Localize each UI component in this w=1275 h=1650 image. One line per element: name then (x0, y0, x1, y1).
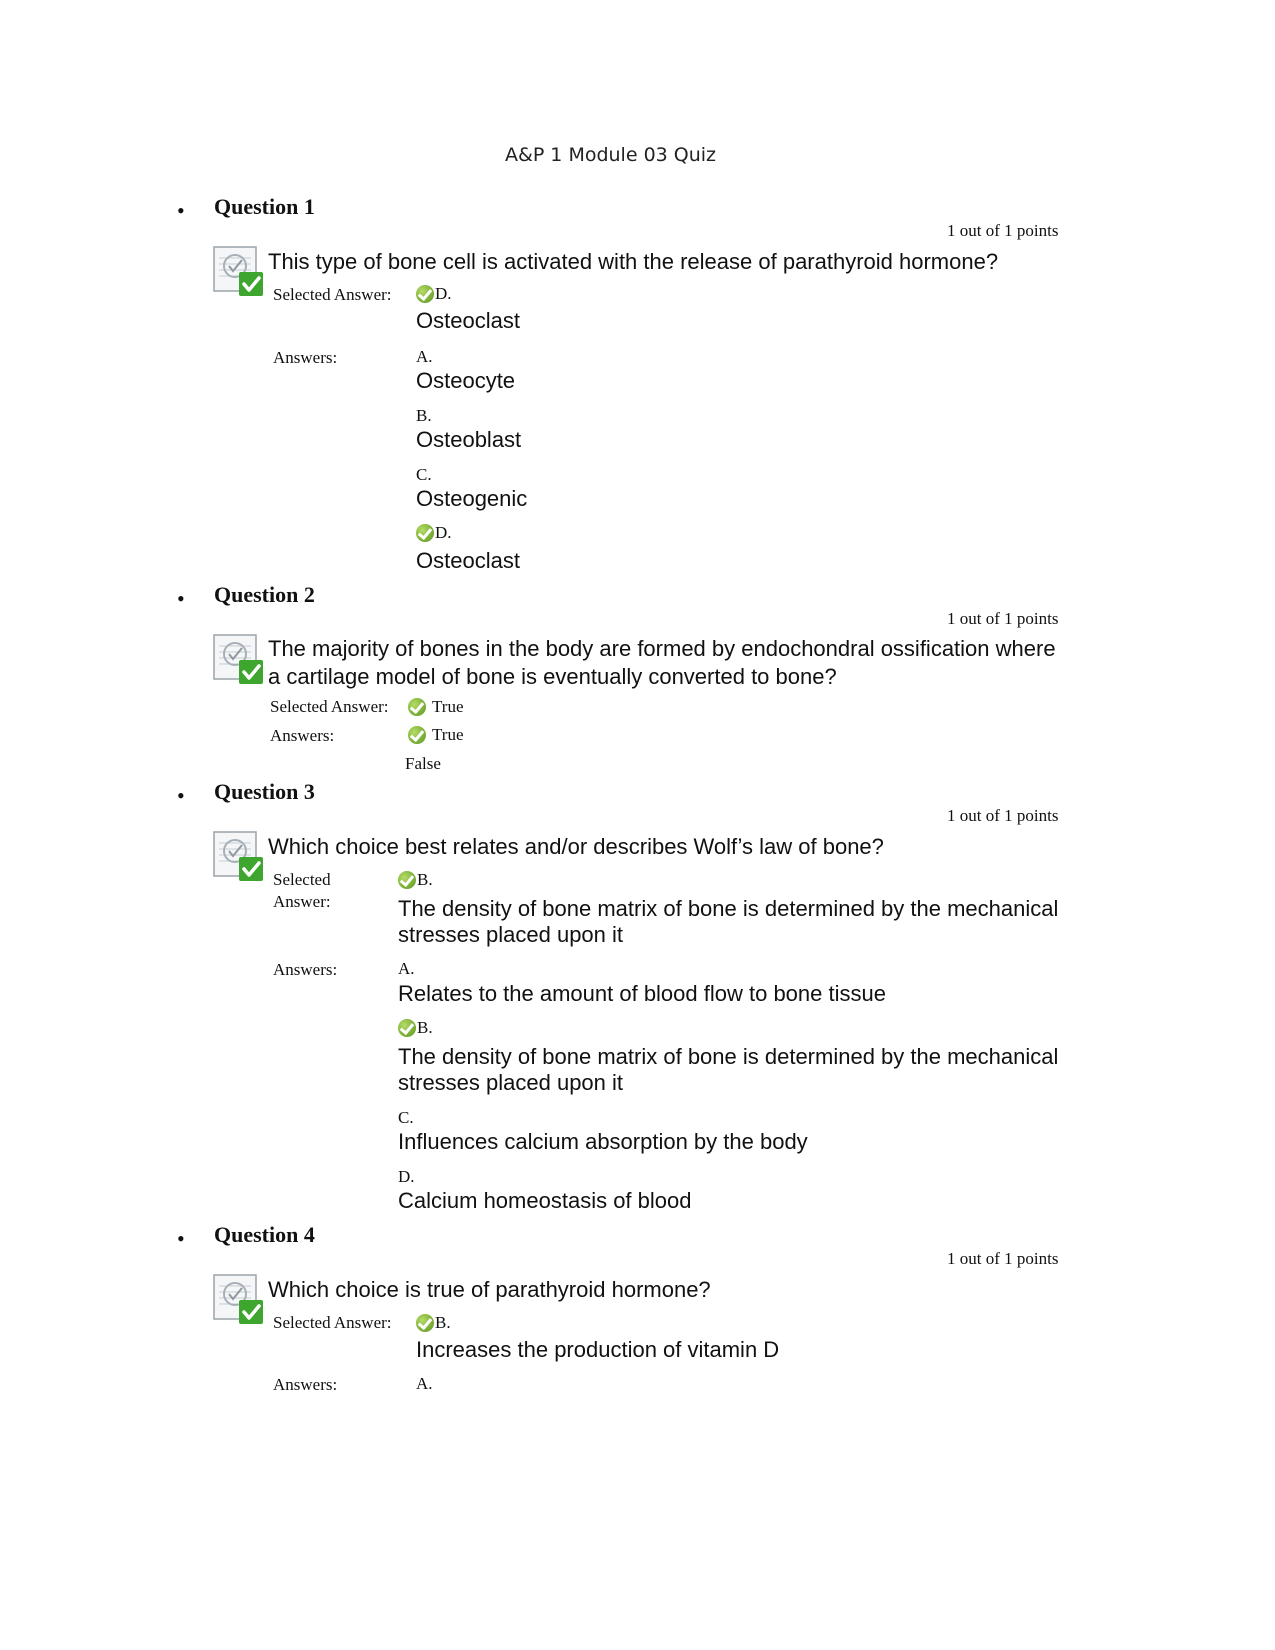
answer-text: Osteogenic (416, 486, 528, 511)
answer-letter: C. (416, 465, 432, 484)
answer-letter: A. (416, 347, 433, 366)
question-heading: Question 4 (214, 1222, 315, 1247)
green-check-icon (416, 524, 434, 542)
answer-text: True (432, 725, 464, 744)
green-check-icon (398, 1019, 416, 1037)
bullet-dot-icon: • (177, 586, 185, 611)
answer-letter: A. (416, 1374, 433, 1393)
question-text-line-1: The majority of bones in the body are formed by endochondral ossification where (268, 636, 1056, 661)
answer-text: Osteoclast (416, 548, 520, 573)
question-points: 1 out of 1 points (947, 806, 1059, 825)
answer-text: Osteoblast (416, 427, 522, 452)
selected-answer-marker (408, 697, 464, 717)
answer-letter: C. (398, 1108, 414, 1127)
selected-answer-text-line-2: stresses placed upon it (398, 922, 624, 947)
correct-answer-marker (398, 1018, 433, 1038)
answers-label: Answers: (273, 1375, 338, 1394)
page-title: A&P 1 Module 03 Quiz (505, 144, 717, 166)
correct-answer-marker (416, 523, 452, 543)
bullet-dot-icon: • (177, 198, 185, 223)
answer-letter: B. (416, 406, 432, 425)
answer-label: Answer: (273, 892, 331, 911)
selected-answer-label: Selected Answer: (270, 697, 389, 716)
selected-answer-letter: B. (435, 1313, 451, 1332)
selected-answer-marker (416, 284, 452, 304)
selected-answer-text: True (432, 697, 464, 716)
question-heading: Question 3 (214, 779, 315, 804)
answer-letter: B. (417, 1018, 433, 1037)
selected-answer-text: Osteoclast (416, 308, 520, 333)
question-heading: Question 1 (214, 194, 315, 219)
question-points: 1 out of 1 points (947, 1249, 1059, 1268)
answer-text: Osteocyte (416, 368, 516, 393)
question-text-line-2: a cartilage model of bone is eventually converted to bone? (268, 664, 837, 689)
green-check-icon (408, 726, 426, 744)
green-check-icon (416, 285, 434, 303)
correct-answer-marker (408, 725, 464, 745)
question-text: Which choice is true of parathyroid hormone? (268, 1277, 711, 1302)
selected-answer-marker (416, 1313, 451, 1333)
answer-text-line-2: stresses placed upon it (398, 1070, 624, 1095)
answer-text: Relates to the amount of blood flow to bone tissue (398, 981, 886, 1006)
selected-label: Selected (273, 870, 331, 889)
bullet-dot-icon: • (177, 783, 185, 808)
selected-answer-letter: B. (417, 870, 433, 889)
answers-label: Answers: (270, 726, 335, 745)
question-points: 1 out of 1 points (947, 609, 1059, 628)
answer-letter: D. (435, 523, 452, 542)
answers-label: Answers: (273, 348, 338, 367)
graded-correct-icon (213, 246, 265, 298)
green-check-icon (416, 1314, 434, 1332)
answer-letter: A. (398, 959, 415, 978)
selected-answer-label: Selected Answer: (273, 1313, 392, 1332)
answer-letter: D. (398, 1167, 415, 1186)
bullet-dot-icon: • (177, 1226, 185, 1251)
selected-answer-label: Selected Answer: (273, 285, 392, 304)
selected-answer-text-line-1: The density of bone matrix of bone is determined by the mechanical (398, 896, 1059, 921)
green-check-icon (398, 871, 416, 889)
question-points: 1 out of 1 points (947, 221, 1059, 240)
answer-text: False (405, 754, 441, 773)
graded-correct-icon (213, 1274, 265, 1326)
question-text: This type of bone cell is activated with the release of parathyroid hormone? (268, 249, 999, 274)
green-check-icon (408, 698, 426, 716)
answer-text: Influences calcium absorption by the body (398, 1129, 808, 1154)
selected-answer-text: Increases the production of vitamin D (416, 1337, 780, 1362)
question-text: Which choice best relates and/or describes Wolf’s law of bone? (268, 834, 884, 859)
graded-correct-icon (213, 831, 265, 883)
selected-answer-marker (398, 870, 433, 890)
answer-text: Calcium homeostasis of blood (398, 1188, 692, 1213)
answers-label: Answers: (273, 960, 338, 979)
selected-answer-letter: D. (435, 284, 452, 303)
graded-correct-icon (213, 634, 265, 686)
answer-text-line-1: The density of bone matrix of bone is determined by the mechanical (398, 1044, 1059, 1069)
question-heading: Question 2 (214, 582, 315, 607)
